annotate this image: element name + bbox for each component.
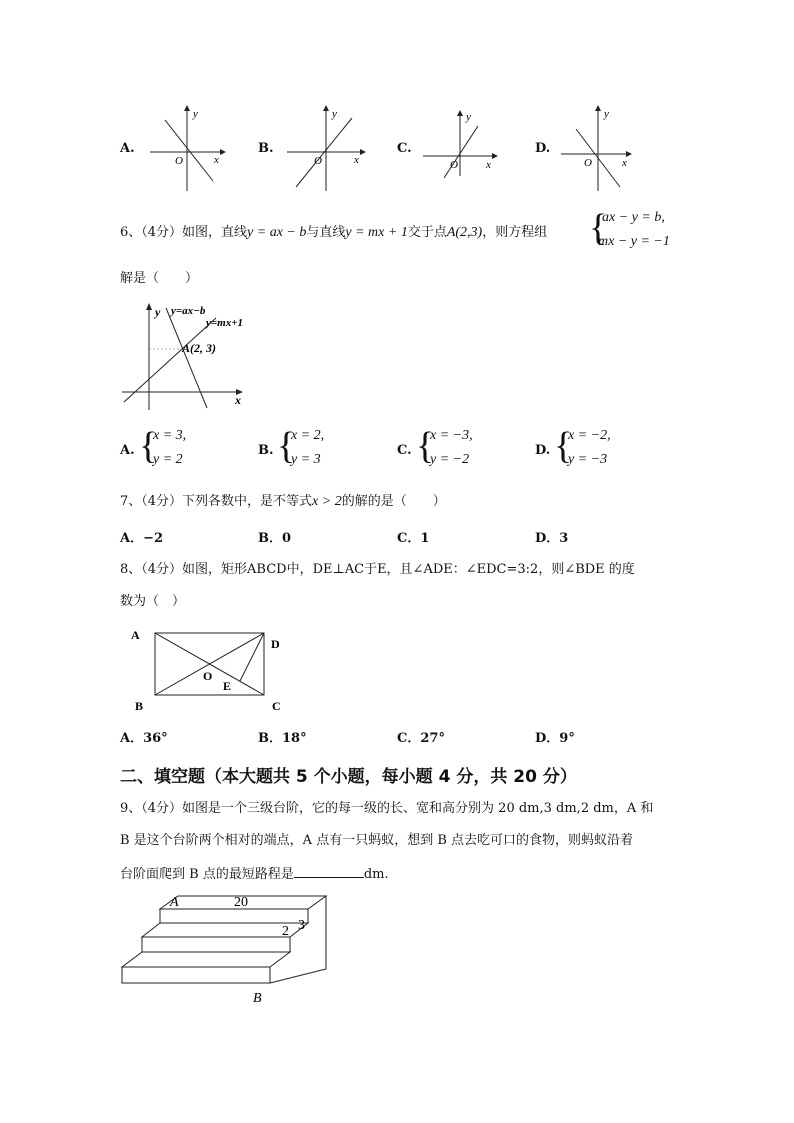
q5-option-a-letter: A. [120, 141, 135, 156]
q8-option-a: A．36° [120, 731, 168, 746]
q9-label-2: 2 [282, 924, 289, 939]
q7-inequality: x > 2 [312, 494, 342, 509]
q8-label-e: E [223, 679, 232, 693]
q6-line-mx-1 [124, 318, 216, 402]
q5-d-y-arrow [595, 105, 601, 111]
q6-option-d-brace: { [554, 425, 573, 467]
q6-option-c-letter: C. [397, 443, 412, 458]
q5-option-d-letter: D. [535, 141, 551, 156]
q9-line3-text: 台阶面爬到 B 点的最短路程是 [120, 867, 294, 882]
q5-c-y-arrow [457, 110, 463, 116]
q8-option-d: D．9° [535, 731, 575, 746]
q5-option-b-letter: B. [258, 141, 274, 156]
q7-stem-a: 7、（4分）下列各数中，是不等式 [120, 494, 313, 509]
q5-a-y-arrow [184, 105, 190, 111]
q8-label-b: B [135, 699, 144, 713]
q5-graph-a [140, 103, 230, 193]
q5-a-y-label: y [193, 108, 198, 120]
q6-option-b-letter: B. [258, 443, 274, 458]
q9-line1: 9、（4分）如图是一个三级台阶，它的每一级的长、宽和高分别为 20 dm,3 dm,2 dm，A 和 [120, 801, 654, 816]
q6-y-arrow [146, 303, 152, 310]
q8-rectangle-figure [125, 624, 295, 724]
q6-eq2: y = mx + 1 [345, 225, 408, 240]
q5-a-line [165, 120, 213, 181]
q8-label-a: A [131, 628, 140, 642]
q5-a-x-arrow [220, 149, 226, 155]
q6-option-c-l2: y = −2 [430, 452, 470, 467]
q6-mid1: 与直线 [306, 225, 346, 240]
q5-graph-c [420, 108, 510, 178]
q9-step3-front [160, 909, 308, 923]
q5-b-y-label: y [332, 108, 337, 120]
q7-stem [120, 494, 446, 510]
q5-c-origin: O [450, 159, 458, 171]
q9-step2-front [142, 937, 290, 952]
q5-graph-d [558, 103, 648, 193]
q6-eq1: y = ax − b [247, 225, 307, 240]
q6-number: 6、（4分）如图，直线 [120, 225, 248, 240]
section2-heading: 二、填空题（本大题共 5 个小题，每小题 4 分，共 20 分） [120, 767, 577, 787]
q5-d-y-label: y [604, 108, 609, 120]
q8-stem-line1: 8、（4分）如图，矩形ABCD中，DE⊥AC于E，且∠ADE：∠EDC=3:2，则∠BDE 的度 [120, 562, 635, 577]
q6-system-line2: mx − y = −1 [598, 234, 670, 249]
q5-a-x-label: x [214, 154, 219, 166]
q8-option-c: C．27° [397, 731, 445, 746]
q9-label-b: B [253, 991, 262, 1006]
q6-mid2: 交于点 [407, 225, 447, 240]
q6-option-d-l2: y = −3 [568, 452, 608, 467]
q9-line3 [120, 865, 389, 883]
q9-label-20: 20 [234, 895, 248, 910]
q5-d-origin: O [584, 157, 592, 169]
q6-system-line1: ax − y = b, [602, 210, 665, 225]
q8-label-d: D [271, 637, 280, 651]
q5-a-origin: O [175, 155, 183, 167]
q6-point-label: A(2, 3) [182, 341, 216, 355]
q6-option-c-l1: x = −3, [430, 428, 473, 443]
q6-mid3: ，则方程组 [482, 225, 548, 240]
q7-option-b: B．0 [258, 531, 292, 546]
q6-option-b-l2: y = 3 [291, 452, 321, 467]
q7-option-a: A．−2 [120, 531, 164, 546]
q5-b-origin: O [314, 155, 322, 167]
q5-b-x-label: x [354, 154, 359, 166]
q6-graph [118, 300, 253, 415]
q9-step1-top [122, 952, 290, 967]
q5-b-y-arrow [323, 105, 329, 111]
q6-tail: 解是（ ） [120, 271, 199, 286]
q9-unit: dm. [363, 867, 389, 882]
q9-line2: B 是这个台阶两个相对的端点，A 点有一只蚂蚁，想到 B 点去吃可口的食物，则蚂蚁沿着 [120, 833, 634, 848]
q9-label-3: 3 [298, 918, 305, 933]
q6-option-a-brace: { [139, 425, 158, 467]
q5-c-y-label: y [466, 111, 471, 123]
q6-system-brace: { [589, 207, 608, 249]
q6-line1-label: y=ax−b [171, 305, 206, 317]
q6-option-a-l1: x = 3, [153, 428, 187, 443]
q5-d-x-label: x [622, 157, 627, 169]
q8-label-c: C [272, 699, 281, 713]
q5-c-x-arrow [492, 153, 498, 159]
q5-option-c-letter: C. [397, 141, 412, 156]
q7-option-c: C．1 [397, 531, 430, 546]
q6-option-c-brace: { [416, 425, 435, 467]
q6-line2-label: y=mx+1 [206, 317, 243, 329]
q6-point: A(2,3) [446, 225, 483, 240]
q7-stem-b: 的解的是（ ） [341, 494, 446, 509]
q5-graph-b [282, 103, 372, 193]
q9-stairs-figure [116, 892, 326, 1007]
q5-c-x-label: x [486, 159, 491, 171]
q6-option-d-letter: D. [535, 443, 551, 458]
q9-answer-blank[interactable] [294, 865, 364, 878]
q6-option-a-l2: y = 2 [153, 452, 183, 467]
q6-option-b-l1: x = 2, [291, 428, 325, 443]
q6-y-label: y [155, 305, 161, 319]
q6-option-a-letter: A. [120, 443, 135, 458]
q8-option-b: B．18° [258, 731, 307, 746]
q8-stem-line2: 数为（ ） [120, 594, 186, 609]
q9-label-a: A [170, 895, 179, 910]
q5-d-x-arrow [626, 151, 632, 157]
q6-stem [120, 225, 547, 241]
q6-x-label: x [235, 393, 241, 407]
q8-label-o: O [203, 669, 213, 683]
q5-b-x-arrow [360, 149, 366, 155]
q6-option-b-brace: { [277, 425, 296, 467]
q9-step1-front [122, 967, 270, 983]
q7-option-d: D．3 [535, 531, 569, 546]
q6-option-d-l1: x = −2, [568, 428, 611, 443]
